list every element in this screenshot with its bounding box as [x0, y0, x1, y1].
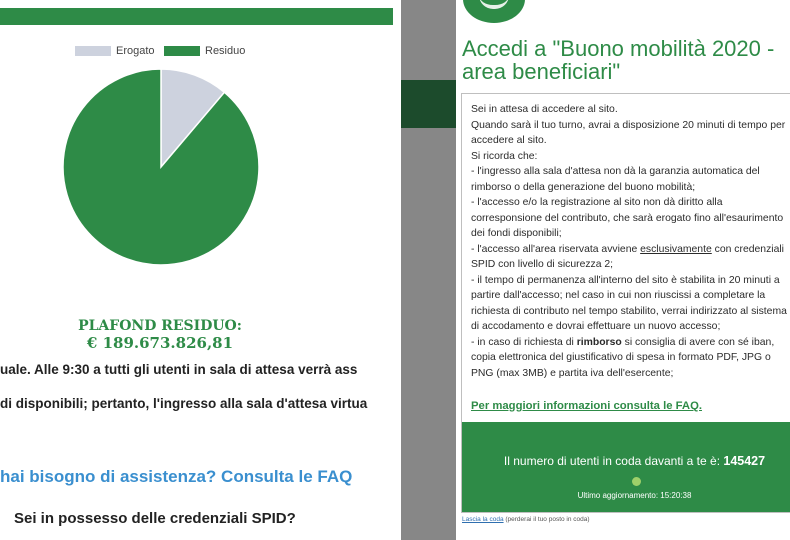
message-line: [471, 335, 790, 351]
plafond-amount: € 189.673.826,81: [86, 334, 234, 352]
leave-queue-note: (perderai il tuo posto in coda): [505, 516, 590, 523]
chart-legend: [0, 45, 393, 61]
message-text: copia elettronica del giustificativo di spesa in formato PDF, JPG o: [471, 352, 771, 363]
message-text: corresponsione del contributo, che sarà erogato fino all'esaurimento: [471, 212, 784, 224]
message-line: [471, 195, 790, 211]
legend-swatch-erogato: [75, 46, 111, 56]
pie-slice-residuo: [63, 69, 259, 265]
message-line: [471, 102, 790, 118]
message-text: dei fondi disponibili;: [471, 228, 562, 239]
message-text: rimborso o della generazione del buono mobilità;: [471, 181, 696, 193]
message-line: [471, 319, 790, 335]
message-text: Sei in attesa di accedere al sito.: [471, 104, 618, 115]
message-line: [471, 273, 790, 289]
waiting-room-box: [461, 93, 790, 513]
last-update-label: Ultimo aggiornamento:: [577, 491, 659, 500]
queue-count: 145427: [723, 454, 766, 468]
message-line: [471, 118, 790, 134]
message-line: [471, 257, 790, 273]
message-line: [471, 242, 790, 258]
middle-panel: [401, 0, 456, 540]
message-text: con credenziali: [711, 243, 784, 255]
legend-item-erogato: [75, 45, 155, 57]
notice-line-2: di disponibili; pertanto, l'ingresso alla sala d'attesa virtua: [0, 396, 368, 411]
leave-queue-link[interactable]: Lascia la coda: [462, 516, 504, 523]
message-text: rimborso: [576, 336, 622, 348]
message-text: - il tempo di permanenza all'interno del sito è stabilita in 20 minuti a: [471, 274, 780, 286]
message-text: - l'accesso all'area riservata avviene: [471, 243, 641, 255]
header-bar: [0, 8, 393, 25]
legend-label-residuo: Residuo: [205, 45, 246, 57]
message-text: di accodamento e dovrai effettuare un nuovo accesso;: [471, 321, 721, 332]
pie-chart: [62, 68, 260, 266]
right-screenshot: [456, 0, 790, 540]
last-update: [462, 491, 790, 500]
message-text: Si ricorda che:: [471, 150, 538, 162]
message-line: [471, 149, 790, 165]
message-line: [471, 164, 790, 180]
message-text: Quando sarà il tuo turno, avrai a disposizione 20 minuti di tempo per: [471, 119, 786, 131]
message-text: accedere al sito.: [471, 135, 547, 146]
message-text: SPID con livello di sicurezza 2;: [471, 259, 614, 270]
plafond-box: [0, 318, 320, 352]
smile-logo-icon: [463, 0, 525, 23]
message-line: [471, 211, 790, 227]
legend-swatch-residuo: [164, 46, 200, 56]
message-line: [471, 226, 790, 242]
message-text: - l'ingresso alla sala d'attesa non dà la garanzia automatica del: [471, 166, 760, 177]
message-line: [471, 288, 790, 304]
status-dot-icon: [632, 477, 641, 486]
queue-status: [462, 454, 790, 468]
plafond-label: PLAFOND RESIDUO:: [78, 318, 242, 334]
notice-line-1: uale. Alle 9:30 a tutti gli utenti in sala di attesa verrà ass: [0, 362, 358, 377]
page-title: Accedi a "Buono mobilità 2020 - area beneficiari": [462, 36, 775, 84]
queue-panel: [462, 422, 790, 512]
message-line: [471, 350, 790, 366]
waiting-message: [471, 102, 790, 381]
message-text: richiesta di contributo nel tempo stabilito, verrai indirizzato al sistema: [471, 305, 787, 317]
middle-panel-dark-band: [401, 80, 456, 128]
faq-link[interactable]: Per maggiori informazioni consulta le FAQ.: [471, 400, 702, 412]
faq-help-link[interactable]: hai bisogno di assistenza? Consulta le FAQ: [0, 467, 353, 486]
message-line: [471, 366, 790, 382]
message-text: - l'accesso e/o la registrazione al sito non dà diritto alla: [471, 197, 723, 208]
message-text: esclusivamente: [640, 243, 712, 255]
message-text: si consiglia di avere con sé iban,: [621, 336, 775, 348]
queue-label: Il numero di utenti in coda davanti a te è:: [503, 454, 721, 468]
leave-queue: [462, 516, 590, 523]
message-text: - in caso di richiesta di: [471, 336, 577, 348]
message-line: [471, 180, 790, 196]
last-update-time: 15:20:38: [660, 491, 692, 500]
legend-item-residuo: [164, 45, 245, 57]
message-text: partire dall'accesso; nel caso in cui non riuscissi a completare la: [471, 290, 766, 301]
message-line: [471, 133, 790, 149]
legend-label-erogato: Erogato: [116, 45, 155, 57]
message-line: [471, 304, 790, 320]
message-text: PNG (max 3MB) e partita iva dell'esercente;: [471, 367, 674, 379]
spid-question: Sei in possesso delle credenziali SPID?: [14, 510, 296, 527]
